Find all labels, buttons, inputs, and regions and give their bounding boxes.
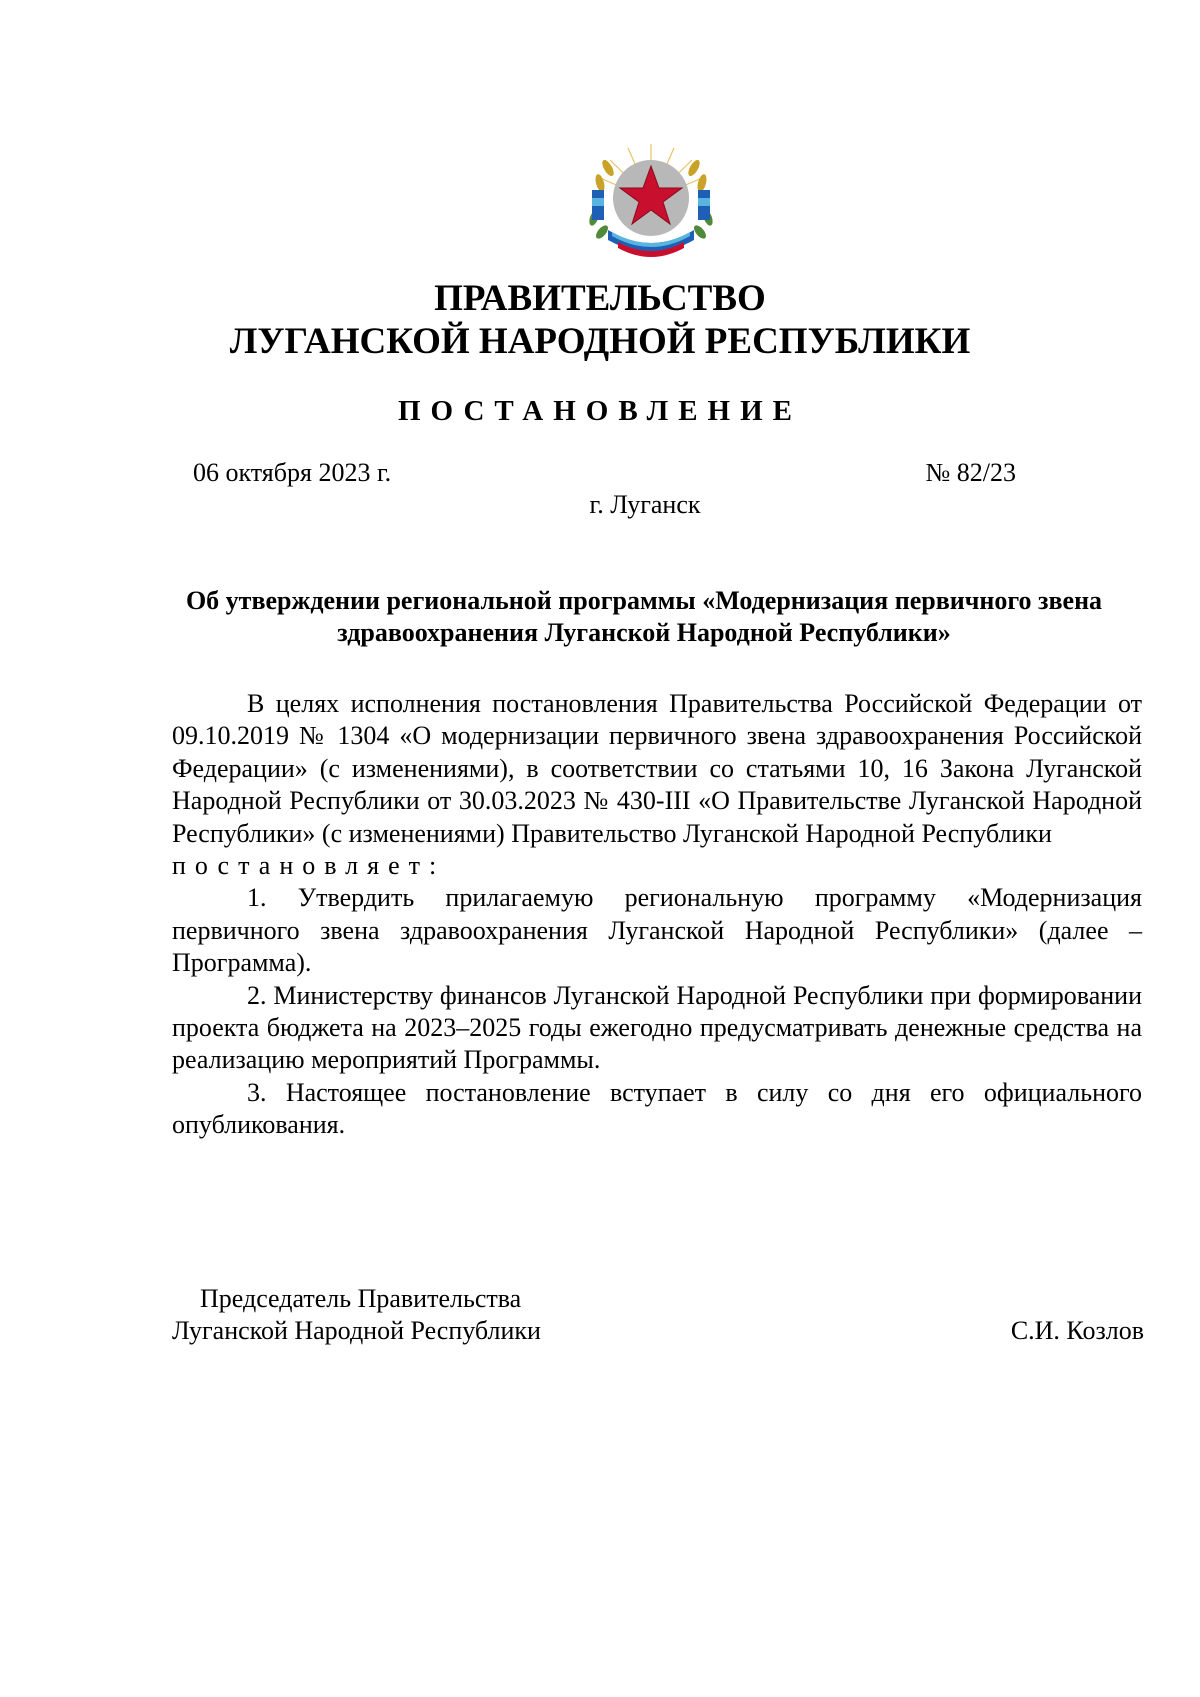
signatory-name: С.И. Козлов: [1010, 1316, 1144, 1345]
item-paragraph: 2. Министерству финансов Луганской Народной Республики при формировании проекта бюджета на 2023–2025 годы ежегодно предусматривать денежные средства на реализацию мероприятий Программы.: [172, 980, 1142, 1075]
document-city: г. Луганск: [589, 490, 701, 519]
signatory-position: [172, 1283, 541, 1348]
item-paragraph: 1. Утвердить прилагаемую региональную программу «Модернизация первичного звена здравоохранения Луганской Народной Республики» (далее – Программа).: [172, 883, 1142, 978]
item-paragraph: 3. Настоящее постановление вступает в силу со дня его официального опубликования.: [172, 1077, 1142, 1140]
signatory-position-line2: Луганской Народной Республики: [172, 1316, 541, 1346]
government-title-line1: ПРАВИТЕЛЬСТВО: [434, 278, 766, 319]
document-number: № 82/23: [925, 458, 1016, 487]
document-type: ПОСТАНОВЛЕНИЕ: [397, 395, 802, 427]
preamble-paragraph: В целях исполнения постановления Правительства Российской Федерации от 09.10.2019 № 1304 «О модернизации первичного звена здравоохранения Российской Федерации» (с изменениями), в соответствии со статьями 10, 16 Закона Луганской Народной Республики от 30.03.2023 № 430-III «О Правительстве Луганской Народной Республики» (с изменениями) Правительство Луганской Народной Республики: [172, 689, 1142, 848]
document-date: 06 октября 2023 г.: [193, 458, 392, 487]
coat-of-arms-icon: [578, 138, 724, 260]
document-subject: Об утверждении региональной программы «Модернизация первичного звена здравоохранения Луганской Народной Республики»: [185, 586, 1103, 647]
decree-word: постановляет:: [172, 851, 446, 881]
document-body: [172, 688, 1142, 1142]
signatory-position-line1: Председатель Правительства: [200, 1284, 522, 1313]
government-title-line2: ЛУГАНСКОЙ НАРОДНОЙ РЕСПУБЛИКИ: [229, 321, 971, 362]
